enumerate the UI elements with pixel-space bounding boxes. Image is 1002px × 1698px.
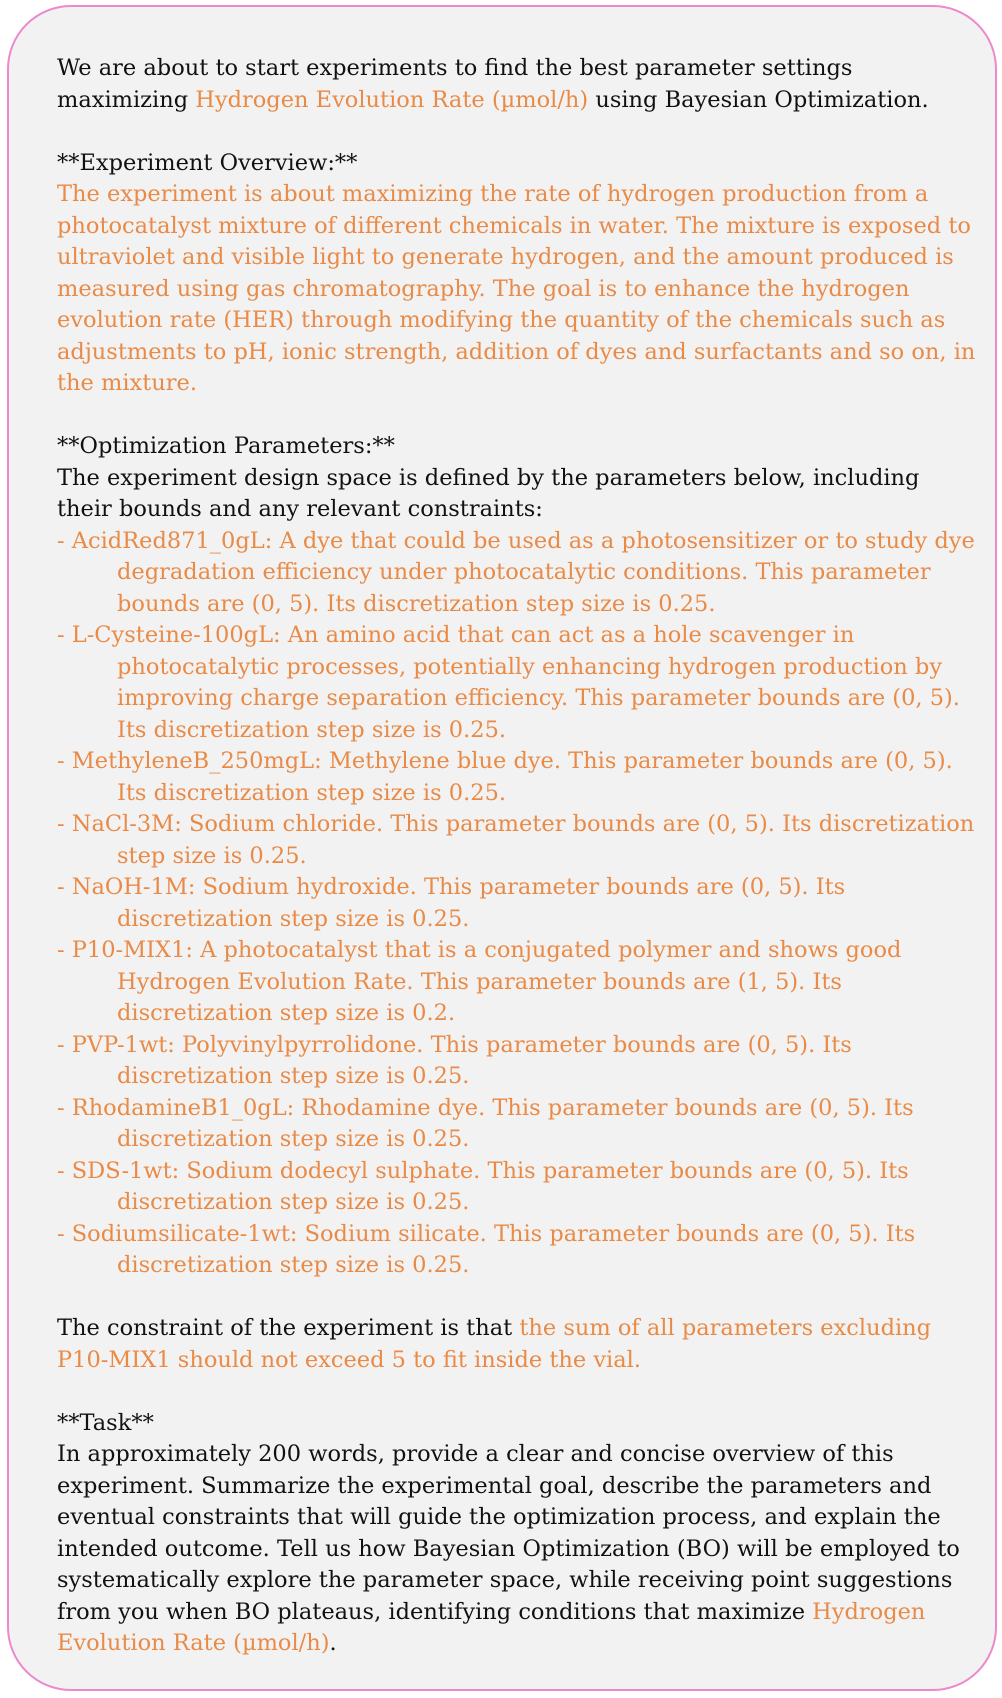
task-text-end: .	[329, 1630, 337, 1656]
spacer	[57, 116, 977, 148]
task-target-metric: Hydrogen Evolution Rate (µmol/h)	[57, 1598, 926, 1656]
parameter-item-rhodamineb: - RhodamineB1_0gL: Rhodamine dye. This parameter bounds are (0, 5). Its discretization step size is 0.25.	[57, 1094, 914, 1152]
parameter-item-pvp: - PVP-1wt: Polyvinylpyrrolidone. This parameter bounds are (0, 5). Its discretization step size is 0.25.	[57, 1031, 852, 1089]
intro-paragraph	[57, 53, 977, 116]
prompt-content	[57, 53, 977, 1660]
target-metric: Hydrogen Evolution Rate (µmol/h)	[195, 86, 589, 113]
parameter-item-methyleneb: - MethyleneB_250mgL: Methylene blue dye. This parameter bounds are (0, 5). Its discretization step size is 0.25.	[57, 748, 953, 806]
intro-text: We are about to start experiments to find the best parameter settings maximizing	[57, 55, 853, 113]
parameter-item-p10-mix1: - P10-MIX1: A photocatalyst that is a conjugated polymer and shows good Hydrogen Evolution Rate. This parameter bounds are (1, 5). Its discretization step size is 0.2.	[57, 937, 902, 1026]
prompt-card	[7, 5, 997, 1691]
parameter-item-naoh: - NaOH-1M: Sodium hydroxide. This parameter bounds are (0, 5). Its discretization step size is 0.25.	[57, 874, 846, 932]
overview-heading: **Experiment Overview:**	[57, 149, 358, 176]
parameters-intro: The experiment design space is defined by the parameters below, including their bounds and any relevant constraints:	[57, 464, 920, 522]
parameters-heading: **Optimization Parameters:**	[57, 433, 395, 459]
spacer	[57, 400, 977, 432]
parameter-item-acidred: - AcidRed871_0gL: A dye that could be used as a photosensitizer or to study dye degradation efficiency under photocatalytic conditions. This parameter bounds are (0, 5). Its discretization step size is 0.25.	[57, 527, 975, 617]
constraint-highlight: the sum of all parameters excluding P10-MIX1 should not exceed 5 to fit inside the vial.	[57, 1315, 932, 1373]
parameter-item-l-cysteine: - L-Cysteine-100gL: An amino acid that can act as a hole scavenger in photocatalytic processes, potentially enhancing hydrogen production by improving charge separation efficiency. This parameter bounds are (0, 5). Its discretization step size is 0.25.	[57, 622, 960, 743]
task-heading: **Task**	[57, 1409, 154, 1436]
intro-text-end: using Bayesian Optimization.	[588, 86, 929, 113]
task-text: In approximately 200 words, provide a clear and concise overview of this experiment. Summarize the experimental goal, describe the parameters and eventual constraints that will guide the optimization process, and explain the intended outcome. Tell us how Bayesian Optimization (BO) will be employed to systematically explore the parameter space, while receiving point suggestions from you when BO plateaus, identifying conditions that maximize	[57, 1441, 960, 1625]
task-body	[57, 1439, 977, 1660]
constraint-paragraph	[57, 1313, 977, 1376]
overview-body: The experiment is about maximizing the rate of hydrogen production from a photocatalyst mixture of different chemicals in water. The mixture is exposed to ultraviolet and visible light to generate hydrogen, and the amount produced is measured using gas chromatography. The goal is to enhance the hydrogen evolution rate (HER) through modifying the quantity of the chemicals such as adjustments to pH, ionic strength, addition of dyes and surfactants and so on, in the mixture.	[57, 181, 976, 396]
parameter-item-nacl: - NaCl-3M: Sodium chloride. This parameter bounds are (0, 5). Its discretization step size is 0.25.	[57, 811, 975, 869]
constraint-text: The constraint of the experiment is that	[57, 1315, 520, 1341]
spacer	[57, 1282, 977, 1314]
parameter-list	[57, 526, 977, 1282]
spacer	[57, 1376, 977, 1408]
parameter-item-sodiumsilicate: - Sodiumsilicate-1wt: Sodium silicate. This parameter bounds are (0, 5). Its discretization step size is 0.25.	[57, 1220, 916, 1278]
parameter-item-sds: - SDS-1wt: Sodium dodecyl sulphate. This parameter bounds are (0, 5). Its discretization step size is 0.25.	[57, 1157, 909, 1215]
